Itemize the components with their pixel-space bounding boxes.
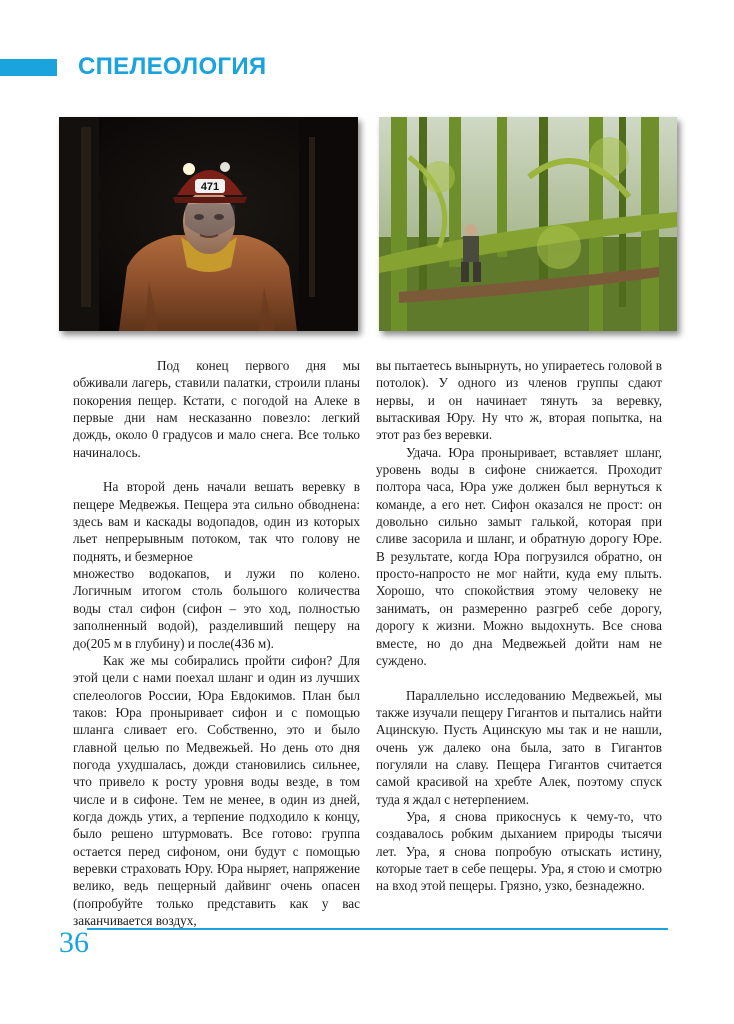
article-paragraph: Удача. Юра проныривает, вставляет шланг, уровень воды в сифоне снижается. Проходит полтора часа, Юра уже должен был вернуться к команде, а его нет. Сифон оказался не прост: он довольно сильно замыт галькой, которая при сливе засорила и шланг, и обратную дорогу Юре. В результате, когда Юра погрузился обратно, он просто-напросто не мог найти, куда ему плыть. Хорошо, что спокойствия этому человеку не занимать, он размеренно разгреб себе дорогу, дорогу к жизни. Можно выдохнуть. Все снова вместе, но до дна Медвежьей дойти нам не суждено. <box>376 444 662 668</box>
article-paragraph: Ура, я снова прикоснусь к чему-то, что создавалось робким дыханием природы тысячи лет. Ура, я снова попробую отыскать истину, которые тает в себе пещеры. Ура, я стою и смотрю на вход этой пещеры. Грязно, узко, безнадежно. <box>376 808 662 894</box>
article-paragraph: Как же мы собирались пройти сифон? Для этой цели с нами поехал шланг и один из лучших спелеологов России, Юра Евдокимов. План был таков: Юра проныривает сифон и с помощью шланга сливает его. Собственно, это и было главной целью по Медвежьей. Но день ото дня погода ухудшалась, дожди становились сильнее, что привело к росту уровня воды везде, в том числе и в сифоне. Тем не менее, в один из дней, когда дождь утих, а терпение подходило к концу, было решено штурмовать. Все готово: группа остается перед сифоном, они будут с помощью веревки страховать Юру. Юра ныряет, напряжение велико, ведь пещерный дайвинг очень опасен (попробуйте только представить как у вас заканчивается воздух, <box>73 652 360 928</box>
header-accent-bar <box>0 59 57 76</box>
article-paragraph: Параллельно исследованию Медвежьей, мы также изучали пещеру Гигантов и пытались найти Ацинскую. Пусть Ацинскую мы так и не нашли, очень уж далеко она была, зато в Гигантов погуляли на славу. Пещера Гигантов считается самой красивой на хребте Алек, поэтому спуск туда я ждал с нетерпением. <box>376 687 662 807</box>
forest-photo-image <box>379 117 677 331</box>
forest-photo <box>379 117 677 331</box>
caver-photo <box>59 117 358 331</box>
article-paragraph: На второй день начали вешать веревку в пещере Медвежья. Пещера эта сильно обводнена: здесь вам и каскады водопадов, один из которых льет непрерывным потоком, так что голову не поднять, и безмерное <box>73 479 360 564</box>
article-paragraph: вы пытаетесь вынырнуть, но упираетесь головой в потолок). У одного из членов группы сдают нервы, и он начинает тянуть за веревку, вытаскивая Юру. Ну что ж, вторая попытка, на этот раз без веревки. <box>376 358 662 443</box>
paragraph-gap <box>376 669 662 686</box>
article-column-left <box>73 357 360 929</box>
article-paragraph: множество водокапов, и лужи по колено. Логичным итогом столь большого количества воды стал сифон (сифон – это ход, полностью заполненный водой), разделивший пещеру на до(205 м в глубину) и после(436 м). <box>73 566 360 651</box>
section-title: СПЕЛЕОЛОГИЯ <box>78 53 267 80</box>
helmet-number: 471 <box>200 181 220 193</box>
paragraph-gap <box>73 461 360 478</box>
article-column-right <box>376 357 662 895</box>
footer-rule <box>87 928 668 930</box>
caver-photo-image <box>59 117 358 331</box>
page-number: 36 <box>59 926 89 959</box>
article-paragraph: Под конец первого дня мы обживали лагерь, ставили палатки, строили планы покорения пещер. Кстати, с погодой на Алеке в первые дни нам несказанно повезло: легкий дождь, около 0 градусов и мало снега. Все только начиналось. <box>73 358 360 460</box>
